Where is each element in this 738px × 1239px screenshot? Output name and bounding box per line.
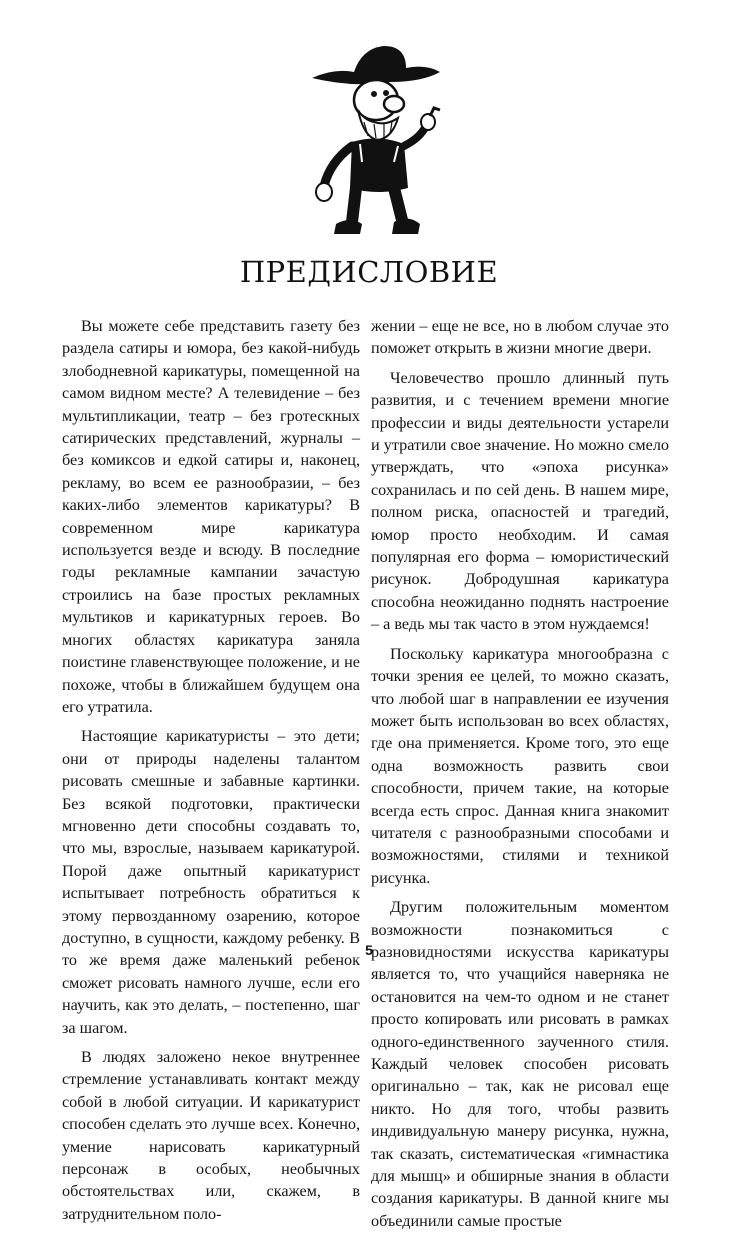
paragraph: Другим положительным моментом возможности познакомиться с разновидностями искусства карикатуры является то, что учащийся наверняка не остановится на чем-то одном и не станет просто копировать или рисовать в рамках одного-единственного заученного стиля. Каждый человек способен рисовать оригинально – так, как не рисовал еще никто. Но для того, чтобы развить индивидуальную манеру рисунка, нужна, так сказать, систематическая «гимнастика для мышц» и обширные знания в области создания карикатуры. В данной книге мы объединили самые простые [371, 898, 669, 1230]
paragraph: Поскольку карикатура многообразна с точки зрения ее целей, то можно сказать, что любой шаг в направлении ее изучения может быть использован во всех областях, где она применяется. Кроме того, это еще одна возможность развить свои способности, причем такие, на которые всегда есть спрос. Данная книга знакомит читателя с разнообразными способами и возможностями, стилями и техникой рисунка. [371, 644, 669, 887]
paragraph: В людях заложено некое внутреннее стремление устанавливать контакт между собой в любой ситуации. И карикатурист способен сделать это лучше всех. Конечно, умение нарисовать карикатурный персонаж в особых, необычных обстоятельствах или, скажем, в затруднительном поло- [62, 1048, 361, 1223]
page-number: 5 [365, 942, 373, 958]
paragraph-continuation: жении – еще не все, но в любом случае это поможет открыть в жизни многие двери. [371, 317, 669, 358]
left-text-column [62, 315, 360, 1232]
paragraph: Настоящие карикатуристы – это дети; они от природы наделены талантом рисовать смешные и забавные картинки. Без всякой подготовки, практически мгновенно дети способны создавать то, что мы, взрослые, называем карикатурой. Порой даже опытный карикатурист испытывает потребность обратиться к этому первозданному озарению, которое доступно, в сущности, каждому ребенку. В то же время даже маленький ребенок сможет рисовать намного лучше, если его научить, как это делать, – постепенно, шаг за шагом. [62, 727, 360, 1037]
paragraph: Человечество прошло длинный путь развития, и с течением времени многие профессии и виды деятельности устарели и утратили свое значение. Но можно смело утверждать, что «эпоха рисунка» сохранилась и по сей день. В нашем мире, полном риска, опасностей и трагедий, юмор просто необходим. И самая популярная его форма – юмористический рисунок. Добродушная карикатура способна неожиданно поднять настроение – а ведь мы так часто в этом нуждаемся! [371, 368, 669, 634]
right-text-column [371, 315, 669, 1239]
paragraph: Вы можете себе представить газету без раздела сатиры и юмора, без какой-нибудь злободневной карикатуры, помещенной на самом видном месте? А телевидение – без мультипликации, театр – без гротескных сатирических представлений, журналы – без комиксов и едкой сатиры и, наконец, рекламу, во всем ее разнообразии, – без каких-либо элементов карикатуры? В современном мире карикатура используется везде и всюду. В последние годы рекламные кампании зачастую строились на базе простых рекламных мультиков и карикатурных героев. Во многих областях карикатура заняла поистине главенствующее положение, и не похоже, чтобы в ближайшем будущем она его утратила. [62, 317, 360, 716]
page-title: ПРЕДИСЛОВИЕ [239, 255, 499, 289]
caricature-man-with-hat-icon [294, 38, 454, 238]
